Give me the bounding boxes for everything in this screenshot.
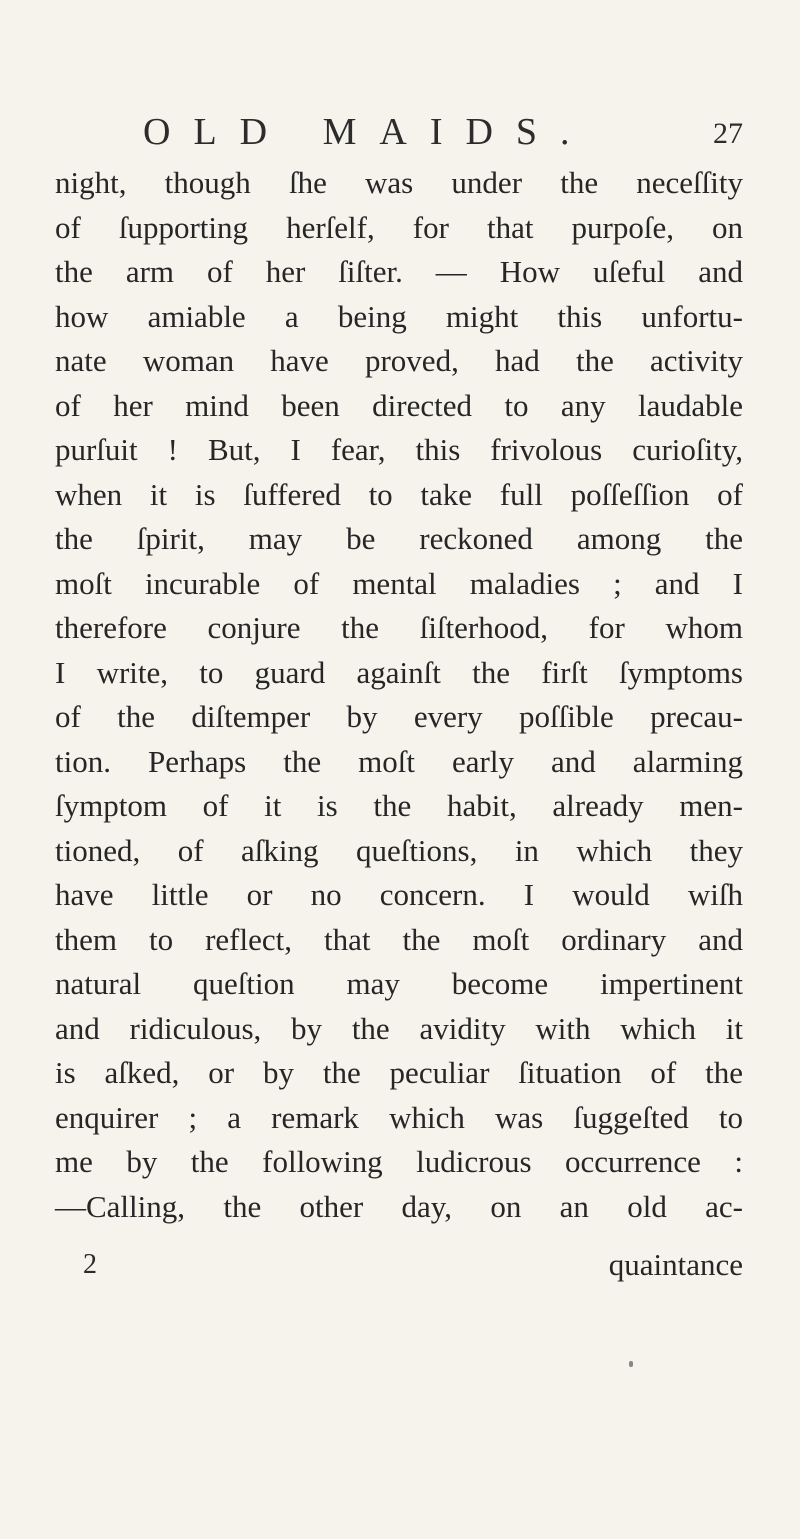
text-line: of ſupporting herſelf, for that purpoſe, on <box>55 209 743 245</box>
text-line: tioned, of aſking queſtions, in which they <box>55 832 743 868</box>
text-line: when it is ſuffered to take full poſſeſſion of <box>55 476 743 512</box>
signature-mark: 2 <box>83 1249 97 1280</box>
text-line: tion. Perhaps the moſt early and alarming <box>55 743 743 779</box>
text-line: the ſpirit, may be reckoned among the <box>55 521 743 556</box>
ink-speck <box>629 1361 633 1367</box>
text-line: is aſked, or by the peculiar ſituation of the <box>55 1055 743 1090</box>
body-text <box>55 161 743 1229</box>
running-head <box>143 108 743 156</box>
page-number: 27 <box>713 117 743 150</box>
text-line: purſuit ! But, I fear, this frivolous curioſity, <box>55 432 743 467</box>
text-line: them to reflect, that the moſt ordinary and <box>55 921 743 957</box>
text-line: moſt incurable of mental maladies ; and I <box>55 565 743 601</box>
text-line: enquirer ; a remark which was ſuggeſted to <box>55 1099 743 1135</box>
text-line: natural queſtion may become impertinent <box>55 966 743 1001</box>
running-title: OLD MAIDS. <box>143 111 593 153</box>
text-line: ſymptom of it is the habit, already men- <box>55 788 743 823</box>
text-line: nate woman have proved, had the activity <box>55 343 743 378</box>
text-line: how amiable a being might this unfortu- <box>55 298 743 334</box>
text-line: night, though ſhe was under the neceſſity <box>55 165 743 200</box>
text-line: of her mind been directed to any laudable <box>55 387 743 423</box>
text-line: I write, to guard againſt the firſt ſymptoms <box>55 654 743 690</box>
page-footer <box>83 1243 743 1287</box>
text-line: therefore conjure the ſiſterhood, for whom <box>55 610 743 645</box>
text-line: have little or no concern. I would wiſh <box>55 877 743 912</box>
text-line: of the diſtemper by every poſſible precau- <box>55 699 743 734</box>
text-line: me by the following ludicrous occurrence : <box>55 1144 743 1179</box>
catchword: quaintance <box>608 1247 743 1282</box>
text-line: and ridiculous, by the avidity with which it <box>55 1010 743 1046</box>
text-line: the arm of her ſiſter. — How uſeful and <box>55 254 743 289</box>
text-line: —Calling, the other day, on an old ac- <box>55 1188 743 1224</box>
